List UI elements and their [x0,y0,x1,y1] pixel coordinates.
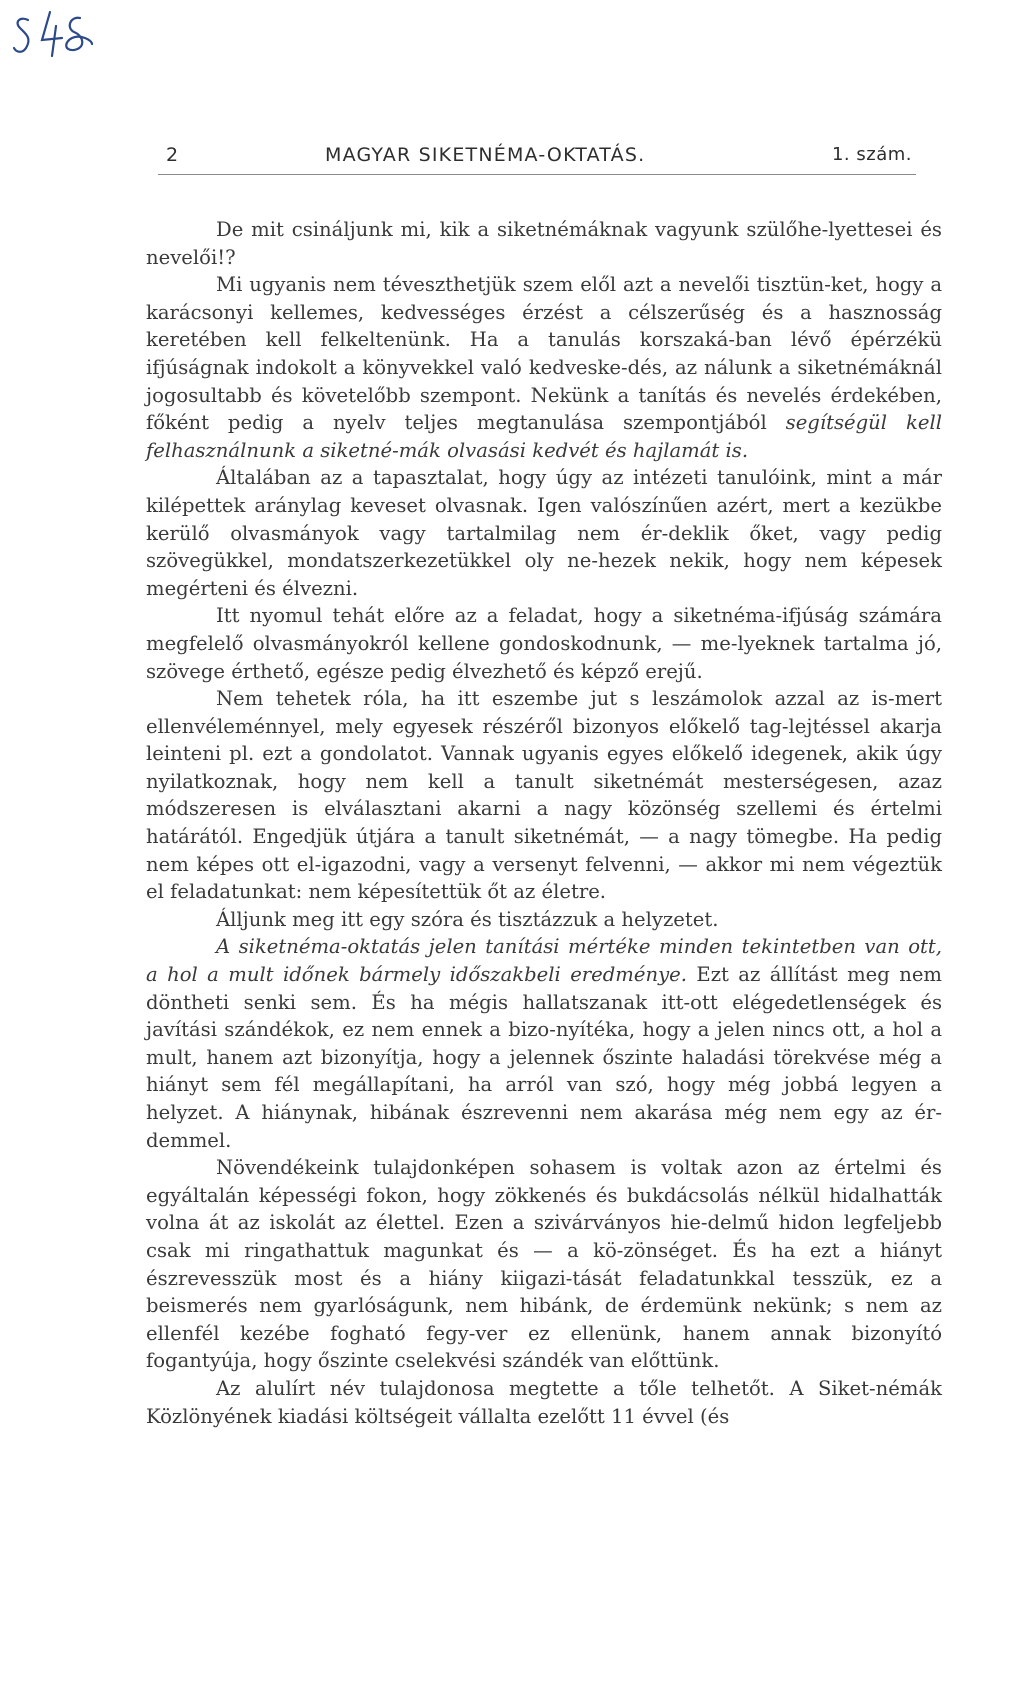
page-number: 2 [166,144,179,166]
journal-title: MAGYAR SIKETNÉMA-OKTATÁS. [325,144,646,166]
running-header [158,144,916,175]
paragraph: Az alulírt név tulajdonosa megtette a tőle telhetőt. A Siket-némák Közlönyének kiadási költségeit vállalta ezelőtt 11 évvel (és [146,1376,942,1428]
handwritten-catalog-mark [10,4,100,66]
article-body [146,216,942,1430]
paragraph: Mi ugyanis nem téveszthetjük szem elől azt a nevelői tisztün-ket, hogy a karácsonyi kellemes, kedvességes érzést a célszerűség és a hasznosság keretében kell felkeltenünk. Ha a tanulás korszaká-ban lévő épérzékü ifjúságnak indokolt a könyvekkel való kedveske-dés, az nálunk a siketnémáknál jogosultabb és követelőbb szempont. Nekünk a tanítás és nevelés érdekében, főként pedig a nyelv teljes megtanulása szempontjából segítségül kell felhasználnunk a siketné-mák olvasási kedvét és hajlamát is. [146,273,942,462]
paragraph: De mit csináljunk mi, kik a siketnémáknak vagyunk szülőhe-lyettesei és nevelői!? [146,218,942,269]
paragraph: Álljunk meg itt egy szóra és tisztázzuk a helyzetet. [216,907,719,931]
issue-number: 1. szám. [831,144,912,165]
paragraph: Itt nyomul tehát előre az a feladat, hogy a siketnéma-ifjúság számára megfelelő olvasmányokról kellene gondoskodnunk, — me-lyeknek tartalma jó, szövege érthető, egésze pedig élvezhető és képző erejű. [146,604,942,683]
paragraph: Nem tehetek róla, ha itt eszembe jut s leszámolok azzal az is-mert ellenvéleménnyel, mely egyesek részéről bizonyos előkelő tag-lejtéssel akarja leinteni pl. ezt a gondolatot. Vannak ugyanis egyes előkelő idegenek, akik úgy nyilatkoznak, hogy nem kell a tanult siketnémát mesterségesen, azaz módszeresen is elválasztani akarni a nagy közönség szellemi és értelmi határától. Engedjük útjára a tanult siketnémát, — a nagy tömegbe. Ha pedig nem képes ott el-igazodni, vagy a versenyt felvenni, — akkor mi nem végeztük el feladatunkat: nem képesítettük őt az életre. [146,687,942,904]
paragraph: Általában az a tapasztalat, hogy úgy az intézeti tanulóink, mint a már kilépettek aránylag keveset olvasnak. Igen valószínűen azért, mert a kezükbe kerülő olvasmányok vagy tartalmilag nem ér-deklik őket, vagy pedig szövegükkel, mondatszerkezetükkel oly ne-hezek nekik, hogy nem képesek megérteni és élvezni. [146,466,942,600]
paragraph: Növendékeink tulajdonképen sohasem is voltak azon az értelmi és egyáltalán képességi fokon, hogy zökkenés és bukdácsolás nélkül hidalhatták volna át az iskolát az élettel. Ezen a szivárványos hie-delmű hidon legfeljebb csak mi ringathattuk magunkat és — a kö-zönséget. És ha ezt a hiányt észrevesszük most és a hiány kiigazi-tását feladatunkkal tesszük, ez a beismerés nem gyarlóságunk, nem hibánk, de érdemünk nekünk; s nem az ellenfél kezébe fogható fegy-ver ez ellenünk, hanem annak bizonyító fogantyúja, hogy őszinte cselekvési szándék van előttünk. [146,1156,942,1373]
paragraph: A siketnéma-oktatás jelen tanítási mértéke minden tekintetben van ott, a hol a mult időnek bármely időszakbeli eredménye. Ezt az állítást meg nem döntheti senki sem. És ha mégis hallatszanak itt-ott elégedetlenségek és javítási szándékok, ez nem ennek a bizo-nyítéka, hogy a jelen nincs ott, a hol a mult, hanem azt bizonyítja, hogy a jelennek őszinte haladási törekvése még a hiányt sem fél megállapítani, ha arról van szó, hogy még jobbá legyen a helyzet. A hiánynak, hibának észrevenni nem akarása még nem egy az ér-demmel. [146,935,942,1152]
